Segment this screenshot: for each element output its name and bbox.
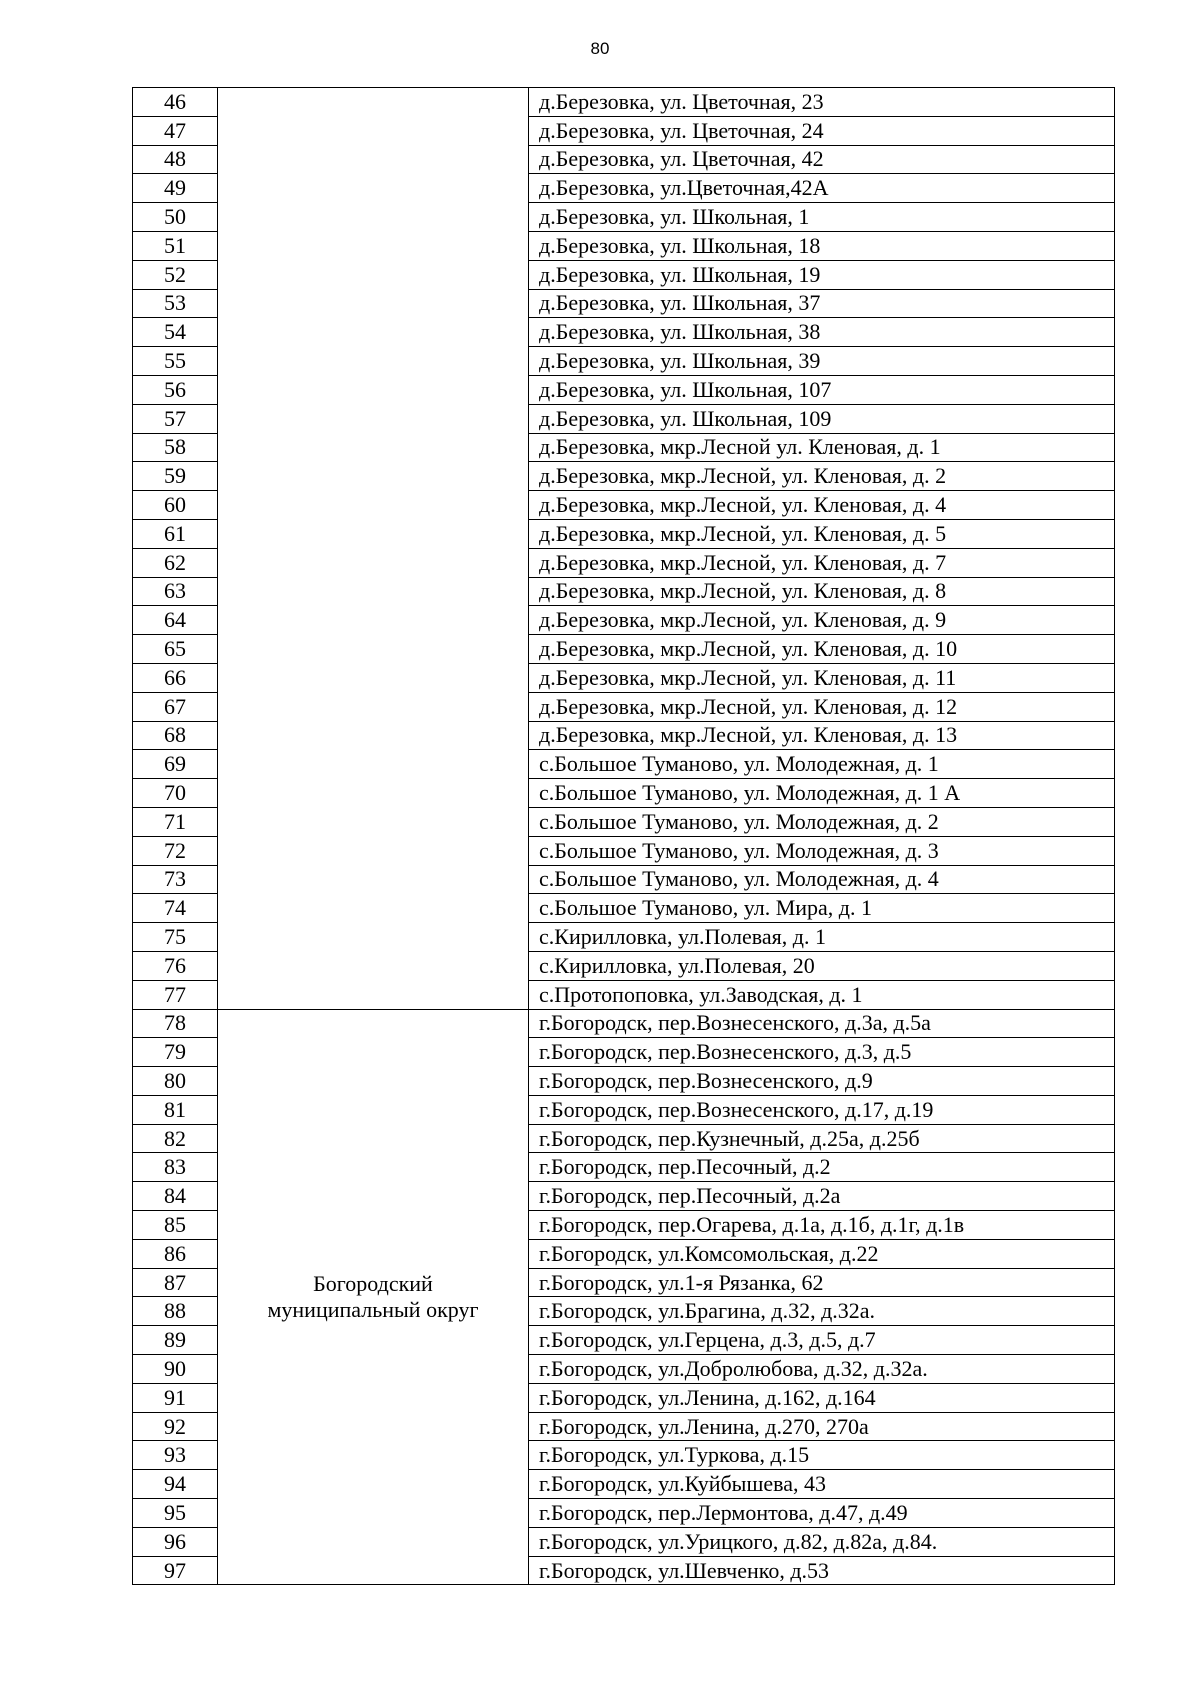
row-number: 53 xyxy=(133,289,218,318)
address-cell: с.Большое Туманово, ул. Молодежная, д. 4 xyxy=(529,865,1115,894)
row-number: 97 xyxy=(133,1556,218,1585)
row-number: 55 xyxy=(133,347,218,376)
address-cell: д.Березовка, ул. Цветочная, 24 xyxy=(529,116,1115,145)
address-cell: д.Березовка, мкр.Лесной, ул. Кленовая, д. 7 xyxy=(529,548,1115,577)
address-cell: г.Богородск, пер.Огарева, д.1а, д.1б, д.1г, д.1в xyxy=(529,1211,1115,1240)
row-number: 72 xyxy=(133,836,218,865)
district-cell xyxy=(218,1009,529,1585)
row-number: 64 xyxy=(133,606,218,635)
address-cell: г.Богородск, пер.Вознесенского, д.3а, д.5а xyxy=(529,1009,1115,1038)
row-number: 77 xyxy=(133,980,218,1009)
address-cell: г.Богородск, ул.Туркова, д.15 xyxy=(529,1441,1115,1470)
address-cell: г.Богородск, ул.Шевченко, д.53 xyxy=(529,1556,1115,1585)
row-number: 91 xyxy=(133,1383,218,1412)
row-number: 75 xyxy=(133,923,218,952)
address-cell: д.Березовка, ул. Школьная, 107 xyxy=(529,375,1115,404)
row-number: 90 xyxy=(133,1355,218,1384)
address-cell: с.Кирилловка, ул.Полевая, 20 xyxy=(529,951,1115,980)
row-number: 79 xyxy=(133,1038,218,1067)
row-number: 49 xyxy=(133,174,218,203)
row-number: 59 xyxy=(133,462,218,491)
address-cell: с.Кирилловка, ул.Полевая, д. 1 xyxy=(529,923,1115,952)
address-cell: д.Березовка, ул. Школьная, 38 xyxy=(529,318,1115,347)
address-cell: г.Богородск, ул.Урицкого, д.82, д.82а, д.84. xyxy=(529,1527,1115,1556)
address-cell: д.Березовка, ул. Школьная, 18 xyxy=(529,231,1115,260)
district-name-line: Богородский xyxy=(313,1270,433,1296)
address-cell: г.Богородск, ул.Добролюбова, д.32, д.32а. xyxy=(529,1355,1115,1384)
address-table-body xyxy=(133,88,1115,1585)
address-cell: с.Большое Туманово, ул. Молодежная, д. 1 А xyxy=(529,779,1115,808)
address-cell: с.Большое Туманово, ул. Молодежная, д. 1 xyxy=(529,750,1115,779)
address-cell: с.Большое Туманово, ул. Молодежная, д. 3 xyxy=(529,836,1115,865)
row-number: 93 xyxy=(133,1441,218,1470)
row-number: 81 xyxy=(133,1095,218,1124)
row-number: 60 xyxy=(133,491,218,520)
row-number: 85 xyxy=(133,1211,218,1240)
row-number: 66 xyxy=(133,663,218,692)
row-number: 95 xyxy=(133,1499,218,1528)
address-cell: д.Березовка, мкр.Лесной, ул. Кленовая, д. 4 xyxy=(529,491,1115,520)
row-number: 65 xyxy=(133,635,218,664)
address-cell: д.Березовка, ул.Цветочная,42А xyxy=(529,174,1115,203)
row-number: 87 xyxy=(133,1268,218,1297)
row-number: 86 xyxy=(133,1239,218,1268)
address-cell: д.Березовка, мкр.Лесной, ул. Кленовая, д. 11 xyxy=(529,663,1115,692)
address-cell: г.Богородск, ул.1-я Рязанка, 62 xyxy=(529,1268,1115,1297)
row-number: 52 xyxy=(133,260,218,289)
district-cell xyxy=(218,88,529,1010)
row-number: 61 xyxy=(133,519,218,548)
row-number: 46 xyxy=(133,88,218,117)
address-cell: г.Богородск, пер.Вознесенского, д.9 xyxy=(529,1067,1115,1096)
address-cell: г.Богородск, ул.Брагина, д.32, д.32а. xyxy=(529,1297,1115,1326)
row-number: 67 xyxy=(133,692,218,721)
row-number: 70 xyxy=(133,779,218,808)
address-cell: г.Богородск, пер.Кузнечный, д.25а, д.25б xyxy=(529,1124,1115,1153)
address-cell: г.Богородск, ул.Ленина, д.270, 270а xyxy=(529,1412,1115,1441)
address-cell: д.Березовка, мкр.Лесной, ул. Кленовая, д. 8 xyxy=(529,577,1115,606)
address-cell: д.Березовка, ул. Школьная, 109 xyxy=(529,404,1115,433)
address-cell: д.Березовка, мкр.Лесной, ул. Кленовая, д. 2 xyxy=(529,462,1115,491)
row-number: 68 xyxy=(133,721,218,750)
row-number: 88 xyxy=(133,1297,218,1326)
address-cell: г.Богородск, пер.Вознесенского, д.17, д.19 xyxy=(529,1095,1115,1124)
row-number: 89 xyxy=(133,1326,218,1355)
row-number: 82 xyxy=(133,1124,218,1153)
address-cell: с.Большое Туманово, ул. Мира, д. 1 xyxy=(529,894,1115,923)
row-number: 76 xyxy=(133,951,218,980)
row-number: 71 xyxy=(133,807,218,836)
address-cell: д.Березовка, ул. Школьная, 1 xyxy=(529,203,1115,232)
address-cell: с.Большое Туманово, ул. Молодежная, д. 2 xyxy=(529,807,1115,836)
address-cell: г.Богородск, ул.Ленина, д.162, д.164 xyxy=(529,1383,1115,1412)
row-number: 51 xyxy=(133,231,218,260)
address-cell: г.Богородск, пер.Песочный, д.2а xyxy=(529,1182,1115,1211)
row-number: 69 xyxy=(133,750,218,779)
table-row xyxy=(133,1009,1115,1038)
address-cell: д.Березовка, ул. Школьная, 37 xyxy=(529,289,1115,318)
row-number: 83 xyxy=(133,1153,218,1182)
address-cell: г.Богородск, пер.Вознесенского, д.3, д.5 xyxy=(529,1038,1115,1067)
row-number: 63 xyxy=(133,577,218,606)
row-number: 57 xyxy=(133,404,218,433)
address-cell: д.Березовка, ул. Школьная, 39 xyxy=(529,347,1115,376)
district-name-line: муниципальный округ xyxy=(267,1296,479,1322)
row-number: 92 xyxy=(133,1412,218,1441)
address-cell: д.Березовка, мкр.Лесной ул. Кленовая, д. 1 xyxy=(529,433,1115,462)
row-number: 74 xyxy=(133,894,218,923)
page-number: 80 xyxy=(590,39,610,58)
address-cell: с.Протопоповка, ул.Заводская, д. 1 xyxy=(529,980,1115,1009)
row-number: 94 xyxy=(133,1470,218,1499)
row-number: 78 xyxy=(133,1009,218,1038)
row-number: 58 xyxy=(133,433,218,462)
address-cell: д.Березовка, мкр.Лесной, ул. Кленовая, д. 10 xyxy=(529,635,1115,664)
address-cell: г.Богородск, ул.Герцена, д.3, д.5, д.7 xyxy=(529,1326,1115,1355)
address-cell: г.Богородск, пер.Песочный, д.2 xyxy=(529,1153,1115,1182)
address-cell: д.Березовка, ул. Школьная, 19 xyxy=(529,260,1115,289)
row-number: 80 xyxy=(133,1067,218,1096)
row-number: 54 xyxy=(133,318,218,347)
address-cell: д.Березовка, ул. Цветочная, 42 xyxy=(529,145,1115,174)
row-number: 47 xyxy=(133,116,218,145)
row-number: 50 xyxy=(133,203,218,232)
address-cell: д.Березовка, мкр.Лесной, ул. Кленовая, д. 13 xyxy=(529,721,1115,750)
address-cell: г.Богородск, ул.Куйбышева, 43 xyxy=(529,1470,1115,1499)
row-number: 56 xyxy=(133,375,218,404)
address-cell: д.Березовка, мкр.Лесной, ул. Кленовая, д. 12 xyxy=(529,692,1115,721)
address-cell: г.Богородск, ул.Комсомольская, д.22 xyxy=(529,1239,1115,1268)
row-number: 73 xyxy=(133,865,218,894)
row-number: 62 xyxy=(133,548,218,577)
address-table xyxy=(132,87,1115,1585)
address-cell: г.Богородск, пер.Лермонтова, д.47, д.49 xyxy=(529,1499,1115,1528)
row-number: 48 xyxy=(133,145,218,174)
address-cell: д.Березовка, ул. Цветочная, 23 xyxy=(529,88,1115,117)
address-cell: д.Березовка, мкр.Лесной, ул. Кленовая, д. 5 xyxy=(529,519,1115,548)
table-row xyxy=(133,88,1115,117)
row-number: 84 xyxy=(133,1182,218,1211)
row-number: 96 xyxy=(133,1527,218,1556)
address-cell: д.Березовка, мкр.Лесной, ул. Кленовая, д. 9 xyxy=(529,606,1115,635)
